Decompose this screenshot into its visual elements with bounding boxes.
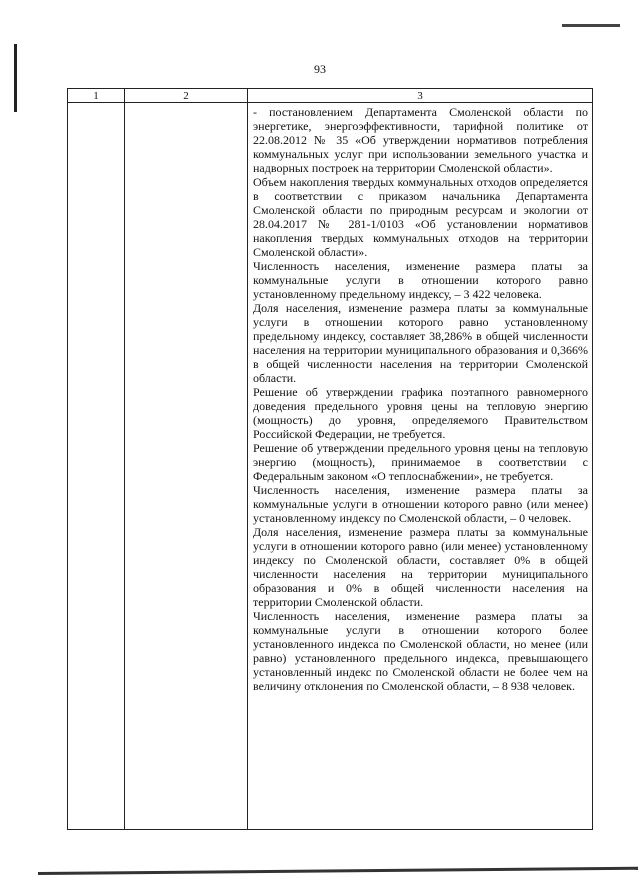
- paragraph-population-below-index: Численность населения, изменение размера платы за коммунальные услуги в отношении которого равно (или менее) установленному индексу по Смоленской области, – 0 человек.: [253, 483, 588, 525]
- scan-edge-left: [14, 44, 17, 112]
- column-header-2: 2: [125, 89, 248, 103]
- paragraph-waste-volume: Объем накопления твердых коммунальных отходов определяется в соответствии с приказом начальника Департамента Смоленской области по природным ресурсам и экологии от 28.04.2017 № 281-1/0103 «Об установлении нормативов накопления твердых коммунальных отходов на территории Смоленской области».: [253, 175, 588, 259]
- table-row: [68, 103, 593, 830]
- paragraph-heat-price-decision: Решение об утверждении предельного уровня цены на тепловую энергию (мощность), принимаемое в соответствии с Федеральным законом «О теплоснабжении», не требуется.: [253, 441, 588, 483]
- cell-column-1: [68, 103, 125, 830]
- paragraph-share-equal-limit: Доля населения, изменение размера платы за коммунальные услуги в отношении которого равно установленному предельному индексу, составляет 38,286% в общей численности населения на территории муниципального образования и 0,366% в общей численности населения на территории Смоленской области.: [253, 301, 588, 385]
- cell-column-2: [125, 103, 248, 830]
- cell-column-3: [248, 103, 593, 830]
- paragraph-population-equal-limit: Численность населения, изменение размера платы за коммунальные услуги в отношении которого равно установленному предельному индексу, – 3 422 человека.: [253, 259, 588, 301]
- paragraph-heat-schedule-decision: Решение об утверждении графика поэтапного равномерного доведения предельного уровня цены на тепловую энергию (мощность) до уровня, определяемого Правительством Российской Федерации, не требуется.: [253, 385, 588, 441]
- column-header-1: 1: [68, 89, 125, 103]
- column-header-3: 3: [248, 89, 593, 103]
- paragraph-share-below-index: Доля населения, изменение размера платы за коммунальные услуги в отношении которого равно (или менее) установленному индексу по Смоленской области, составляет 0% в общей численности населения на территории муниципального образования и 0% в общей численности населения на территории Смоленской области.: [253, 525, 588, 609]
- document-table: [67, 88, 593, 830]
- scan-edge-bottom: [38, 867, 638, 875]
- scan-edge-top: [562, 24, 620, 27]
- paragraph-population-above-index: Численность населения, изменение размера платы за коммунальные услуги в отношении которого более установленного индекса по Смоленской области, но менее (или равно) установленного предельного индекса, превышающего установленный индекс по Смоленской области не более чем на величину отклонения по Смоленской области, – 8 938 человек.: [253, 609, 588, 693]
- table-header-row: [68, 89, 593, 103]
- paragraph-resolution-reference: - постановлением Департамента Смоленской области по энергетике, энергоэффективности, тарифной политике от 22.08.2012 № 35 «Об утверждении нормативов потребления коммунальных услуг при использовании земельного участка и надворных построек на территории Смоленской области».: [253, 105, 588, 175]
- page-number: 93: [314, 62, 326, 76]
